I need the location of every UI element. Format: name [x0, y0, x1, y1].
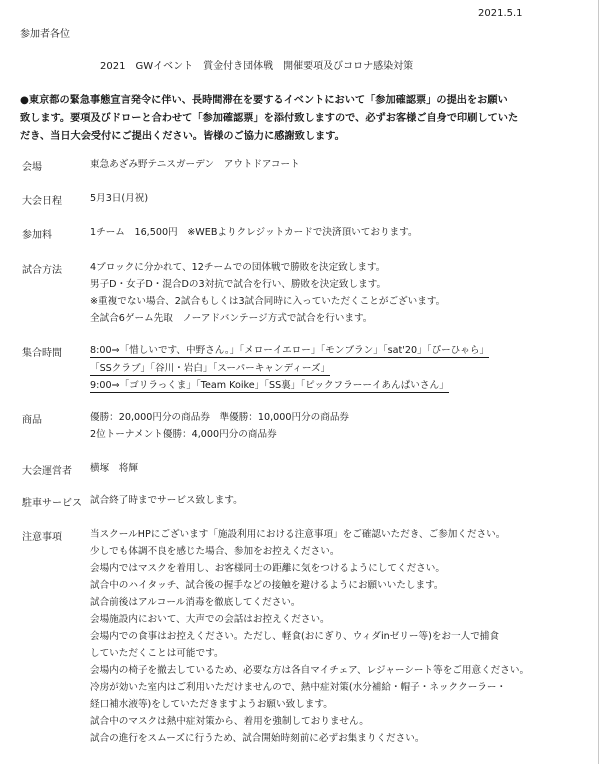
venue-text: 東急あざみ野テニスガーデン アウトドアコート: [90, 159, 300, 170]
caution-line: 少しでも体調不良を感じた場合、参加をお控えください。: [90, 546, 340, 557]
addressee: 参加者各位: [20, 29, 70, 40]
schedule-value: [90, 190, 148, 207]
caution-line: 会場内ではマスクを着用し、お客様同士の距離に気をつけるようにしてください。: [90, 563, 445, 574]
notice-line: だき、当日大会受付にご提出ください。皆様のご協力に感謝致します。: [20, 131, 345, 142]
fee-value: [90, 224, 418, 241]
organizer-text: 横塚 将輝: [90, 463, 138, 474]
format-value: [90, 259, 445, 327]
assembly-line: 8:00⇒「惜しいです、中野さん。」「メローイエロー」「モンブラン」「sat'20」「ぴーひゃら」: [90, 345, 490, 356]
format-line: ※重複でない場合、2試合もしくは3試合同時に入っていただくことがございます。: [90, 296, 446, 307]
parking-text: 試合終了時までサービス致します。: [90, 495, 243, 506]
parking-value: [90, 492, 243, 509]
caution-line: 冷房が効いた室内はご利用いただけませんので、熱中症対策(水分補給・帽子・ネッククーラー・: [90, 682, 507, 693]
caution-line: 会場施設内において、大声での会話はお控えください。: [90, 614, 330, 625]
fee-text: 1チーム 16,500円 ※WEBよりクレジットカードで決済頂いております。: [90, 227, 418, 238]
caution-line: 試合中のハイタッチ、試合後の握手などの接触を避けるようにお願いいたします。: [90, 580, 444, 591]
caution-line: していただくことは可能です。: [90, 648, 224, 659]
caution-line: 会場内での食事はお控えください。ただし、軽食(おにぎり、ウィダinゼリー等)をお一人で捕食: [90, 631, 499, 642]
notice-line: 致します。要項及びドローと合わせて「参加確認票」を添付致しますので、必ずお客様ご自身で印刷していた: [20, 113, 519, 124]
format-line: 全試合6ゲーム先取 ノーアドバンテージ方式で試合を行います。: [90, 313, 373, 324]
cautions-label: 注意事項: [22, 532, 62, 543]
parking-label: 駐車サービス: [22, 498, 82, 509]
notice-paragraph: [20, 92, 518, 146]
schedule-label: 大会日程: [22, 196, 62, 207]
cautions-value: [90, 526, 529, 747]
prize-label: 商品: [22, 415, 42, 426]
caution-line: 試合前後はアルコール消毒を徹底してください。: [90, 597, 301, 608]
format-line: 男子D・女子D・混合Dの3対抗で試合を行い、勝敗を決定致します。: [90, 279, 387, 290]
caution-line: 経口補水液等)をしていただきますようお願い致します。: [90, 699, 333, 710]
fee-label: 参加料: [22, 230, 52, 241]
document-title: 2021 GWイベント 賞金付き団体戦 開催要項及びコロナ感染対策: [100, 61, 414, 72]
format-line: 4ブロックに分かれて、12チームでの団体戦で勝敗を決定致します。: [90, 262, 386, 273]
prize-line: 優勝：20,000円分の商品券 準優勝：10,000円分の商品券: [90, 412, 350, 423]
venue-value: [90, 156, 300, 173]
caution-line: 会場内の椅子を撤去しているため、必要な方は各自マイチェア、レジャーシート等をご用意ください。: [90, 665, 530, 676]
organizer-label: 大会運営者: [22, 466, 72, 477]
caution-line: 当スクールHPにございます「施設利用における注意事項」をご確認いただき、ご参加ください。: [90, 529, 506, 540]
caution-line: 試合の進行をスムーズに行うため、試合開始時刻前に必ずお集まりください。: [90, 733, 425, 744]
assembly-label: 集合時間: [22, 348, 62, 359]
notice-line: ●東京都の緊急事態宣言発令に伴い、長時間滞在を要するイベントにおいて「参加確認票」の提出をお願い: [20, 95, 508, 106]
prize-line: 2位トーナメント優勝：4,000円分の商品券: [90, 429, 277, 440]
caution-line: 試合中のマスクは熱中症対策から、着用を強制しておりません。: [90, 716, 369, 727]
organizer-value: [90, 460, 138, 477]
assembly-line: 9:00⇒「ゴリラっくま」「Team Koike」「SS裏」「ピックフラーーイあんぱいさん」: [90, 380, 449, 391]
document-date: 2021.5.1: [478, 8, 523, 19]
schedule-text: 5月3日(月祝): [90, 193, 149, 204]
venue-label: 会場: [22, 162, 42, 173]
format-label: 試合方法: [22, 265, 62, 276]
assembly-line: 「SSクラブ」「谷川・岩白」「スーパーキャンディーズ」: [90, 362, 331, 374]
assembly-value: [90, 342, 489, 395]
prize-value: [90, 409, 349, 443]
